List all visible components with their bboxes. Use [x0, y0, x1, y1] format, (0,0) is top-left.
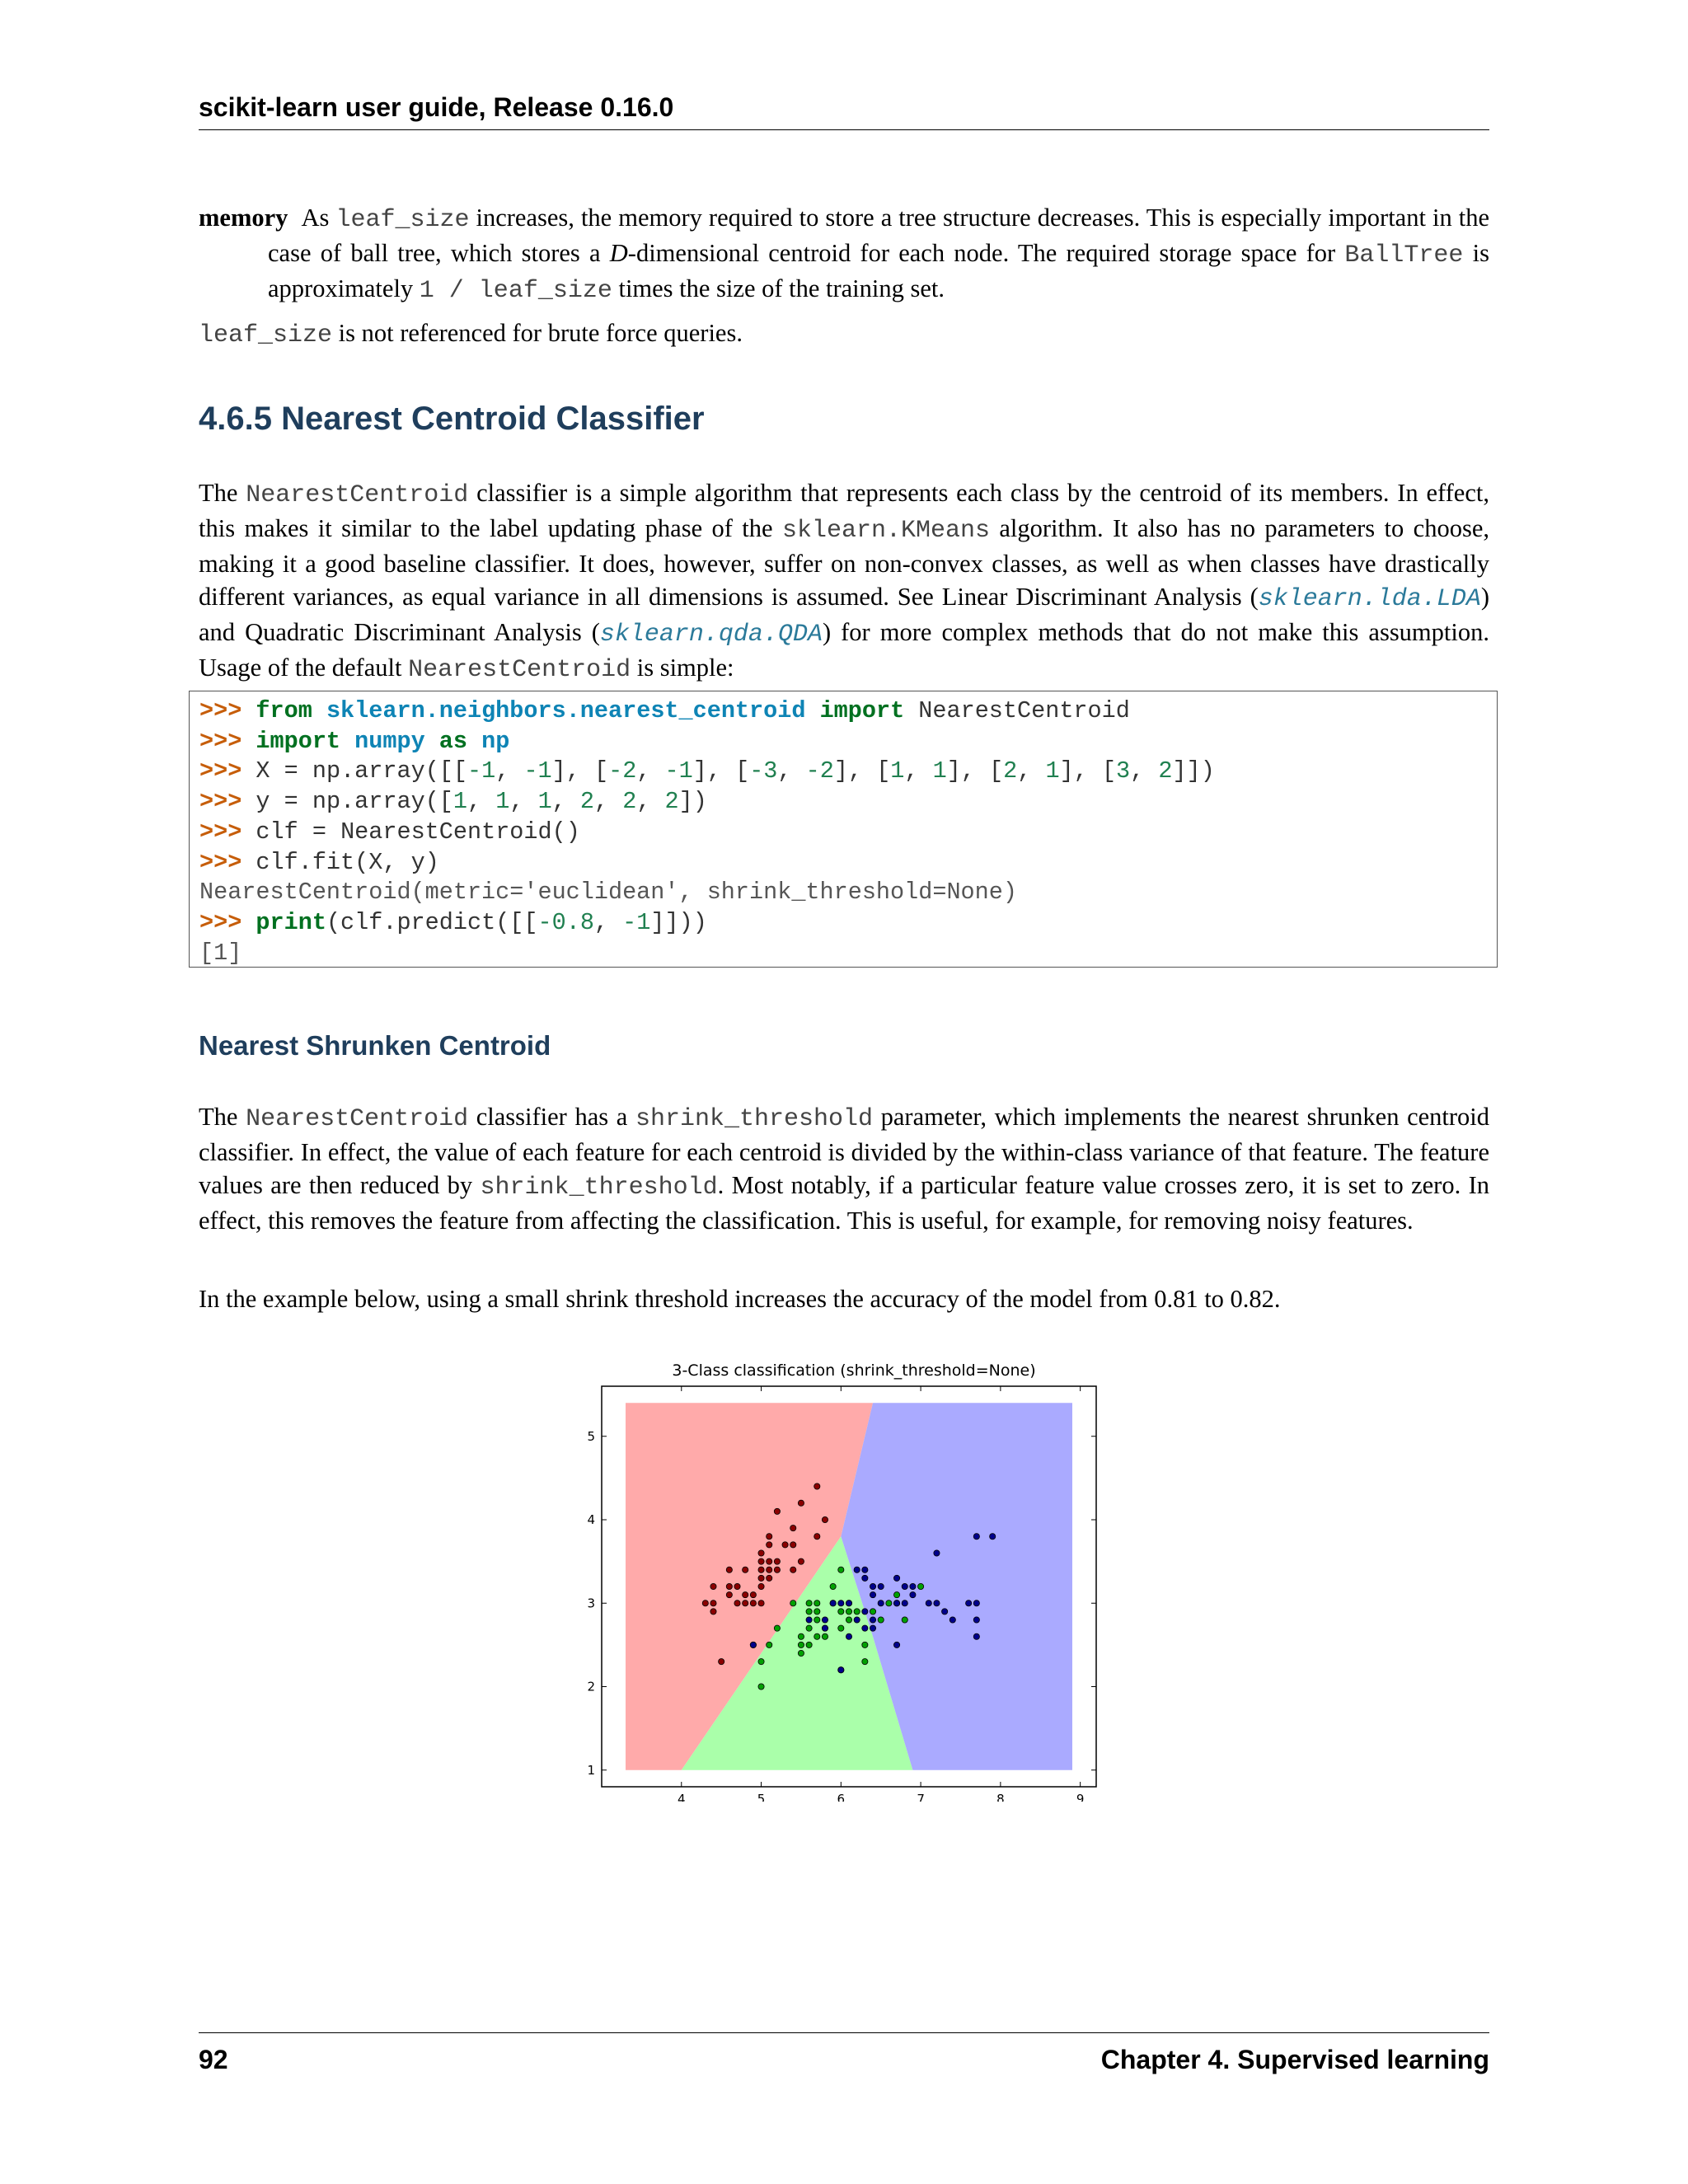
data-point-green — [806, 1642, 812, 1647]
data-point-red — [758, 1550, 764, 1556]
data-point-red — [758, 1601, 764, 1606]
intro-paragraph — [199, 476, 1489, 687]
data-point-red — [758, 1583, 764, 1589]
data-point-green — [846, 1617, 851, 1623]
data-point-blue — [910, 1583, 916, 1589]
code-line: >>> X = np.array([[-1, -1], [-2, -1], [-3, -2], [1, 1], [2, 1], [3, 2]]) — [199, 757, 1215, 785]
code-line: NearestCentroid(metric='euclidean', shrink_threshold=None) — [199, 879, 1017, 907]
data-point-red — [814, 1534, 820, 1540]
text-run: As — [301, 204, 336, 232]
x-tick-label: 5 — [757, 1792, 766, 1802]
data-point-green — [838, 1609, 844, 1615]
data-point-green — [838, 1625, 844, 1631]
code-line: >>> y = np.array([1, 1, 1, 2, 2, 2]) — [199, 788, 707, 816]
data-point-red — [758, 1575, 764, 1581]
chart-title: 3-Class classification (shrink_threshold=None) — [672, 1361, 1036, 1380]
data-point-red — [798, 1500, 804, 1506]
code-prompt: >>> — [199, 788, 256, 816]
data-point-blue — [893, 1601, 899, 1606]
data-point-green — [862, 1642, 868, 1647]
data-point-red — [790, 1567, 796, 1572]
data-point-red — [734, 1583, 740, 1589]
data-point-red — [782, 1542, 788, 1548]
page-footer — [199, 2032, 1489, 2074]
data-point-green — [838, 1567, 844, 1572]
data-point-blue — [878, 1601, 884, 1606]
code-prompt: >>> — [199, 757, 256, 785]
data-point-green — [814, 1633, 820, 1639]
data-point-red — [814, 1483, 820, 1489]
data-point-blue — [862, 1609, 868, 1615]
data-point-green — [830, 1583, 836, 1589]
code-line: >>> from sklearn.neighbors.nearest_centroid import NearestCentroid — [199, 697, 1130, 724]
data-point-blue — [902, 1583, 907, 1589]
leafsize-note — [199, 316, 1489, 352]
data-point-green — [806, 1625, 812, 1631]
data-point-green — [798, 1642, 804, 1647]
inline-code: shrink_threshold — [480, 1174, 718, 1202]
data-point-blue — [870, 1583, 875, 1589]
data-point-blue — [902, 1601, 907, 1606]
text-run: classifier is a simple algorithm that represents each class by the centroid of its members. In effect, this makes it similar to the label updating phase of the — [199, 479, 1489, 542]
data-point-blue — [822, 1617, 828, 1623]
data-point-blue — [990, 1534, 996, 1540]
data-point-green — [814, 1617, 820, 1623]
code-block — [189, 691, 1498, 968]
data-point-green — [822, 1633, 828, 1639]
data-point-red — [774, 1508, 780, 1514]
data-point-red — [767, 1567, 772, 1572]
data-point-red — [750, 1592, 756, 1598]
code-prompt: >>> — [199, 848, 256, 876]
text-run: algorithm. It also has no parameters to choose, making it a good baseline classifier. It does, however, suffer on non-convex classes, as well as when classes have drastically different variances, as equal variance in all dimensions is assumed. See Linear Discriminant Analysis ( — [199, 514, 1489, 611]
x-tick-label: 7 — [917, 1792, 925, 1802]
data-point-green — [798, 1633, 804, 1639]
data-point-blue — [973, 1617, 979, 1623]
inline-code: shrink_threshold — [635, 1105, 873, 1133]
data-point-blue — [893, 1575, 899, 1581]
text-run: -dimensional centroid for each node. The required storage space for — [627, 239, 1345, 267]
text-run: is not referenced for brute force queries. — [332, 319, 743, 347]
data-point-red — [710, 1609, 716, 1615]
inline-code: NearestCentroid — [246, 481, 469, 509]
data-point-green — [758, 1684, 764, 1690]
data-point-green — [917, 1583, 923, 1589]
data-point-blue — [862, 1625, 868, 1631]
y-tick-label: 3 — [587, 1596, 595, 1611]
inline-code: sklearn.KMeans — [781, 517, 990, 545]
running-title: scikit-learn user guide, Release 0.16.0 — [199, 92, 674, 122]
text-run: times the size of the training set. — [612, 274, 945, 302]
lda-link[interactable]: sklearn.lda.LDA — [1258, 585, 1481, 613]
y-tick-label: 4 — [587, 1512, 595, 1527]
data-point-red — [726, 1583, 732, 1589]
data-point-red — [710, 1601, 716, 1606]
data-point-blue — [830, 1601, 836, 1606]
data-point-green — [893, 1592, 899, 1598]
code-line: >>> print(clf.predict([[-0.8, -1]])) — [199, 908, 707, 936]
inline-code: NearestCentroid — [408, 656, 631, 684]
code-line: >>> clf = NearestCentroid() — [199, 818, 580, 846]
data-point-red — [790, 1526, 796, 1531]
code-line: >>> clf.fit(X, y) — [199, 848, 439, 876]
data-point-red — [743, 1592, 748, 1598]
data-point-blue — [854, 1567, 860, 1572]
data-point-blue — [870, 1617, 875, 1623]
section-heading: 4.6.5 Nearest Centroid Classifier — [199, 401, 705, 437]
inline-code: leaf_size — [335, 206, 470, 234]
chapter-title: Chapter 4. Supervised learning — [1100, 2045, 1489, 2074]
data-point-red — [790, 1542, 796, 1548]
definition-term: memory — [199, 204, 288, 232]
data-point-blue — [973, 1534, 979, 1540]
data-point-green — [798, 1650, 804, 1656]
data-point-blue — [870, 1625, 875, 1631]
data-point-blue — [838, 1667, 844, 1673]
data-point-red — [758, 1558, 764, 1564]
inline-code: NearestCentroid — [246, 1105, 469, 1133]
text-run: is approximately — [268, 239, 1490, 302]
math-var: D — [609, 239, 628, 267]
data-point-green — [767, 1642, 772, 1647]
data-point-green — [790, 1601, 796, 1606]
x-tick-label: 8 — [996, 1792, 1005, 1802]
data-point-blue — [854, 1617, 860, 1623]
y-tick-label: 2 — [587, 1679, 595, 1694]
data-point-green — [854, 1609, 860, 1615]
data-point-red — [702, 1601, 708, 1606]
text-run: ) for more complex methods that do not make this assumption. Usage of the default — [199, 618, 1489, 682]
data-point-green — [814, 1609, 820, 1615]
data-point-red — [822, 1516, 828, 1522]
data-point-blue — [893, 1642, 899, 1647]
data-point-red — [767, 1542, 772, 1548]
data-point-blue — [926, 1601, 931, 1606]
data-point-blue — [973, 1633, 979, 1639]
data-point-red — [750, 1601, 756, 1606]
data-point-green — [806, 1601, 812, 1606]
data-point-blue — [966, 1601, 972, 1606]
code-prompt: >>> — [199, 727, 256, 755]
example-paragraph: In the example below, using a small shrink threshold increases the accuracy of the model from 0.81 to 0.82. — [199, 1285, 1281, 1313]
data-point-red — [767, 1534, 772, 1540]
text-run: The — [199, 479, 246, 507]
data-point-blue — [838, 1601, 844, 1606]
data-point-green — [846, 1609, 851, 1615]
definition-list — [199, 201, 1489, 307]
data-point-blue — [846, 1601, 851, 1606]
data-point-blue — [806, 1617, 812, 1623]
text-run: is simple: — [631, 654, 734, 682]
text-run: . Most notably, if a particular feature value crosses zero, it is set to zero. In effect, this removes the feature from affecting the classification. This is useful, for example, for removing noisy features. — [199, 1171, 1489, 1235]
data-point-red — [767, 1575, 772, 1581]
data-point-green — [870, 1609, 875, 1615]
text-run: increases, the memory required to store a tree structure decreases. This is especially important in the case of ball tree, which stores a — [268, 204, 1490, 267]
data-point-blue — [934, 1550, 940, 1556]
code-line: >>> import numpy as np — [199, 727, 510, 755]
data-point-green — [902, 1617, 907, 1623]
code-prompt: >>> — [199, 908, 256, 936]
data-point-green — [878, 1617, 884, 1623]
inline-code: leaf_size — [199, 321, 333, 349]
data-point-red — [719, 1659, 724, 1665]
data-point-blue — [862, 1567, 868, 1572]
data-point-green — [886, 1601, 892, 1606]
x-tick-label: 9 — [1076, 1792, 1085, 1802]
y-tick-label: 1 — [587, 1762, 595, 1778]
data-point-red — [774, 1567, 780, 1572]
text-run: classifier has a — [468, 1103, 635, 1131]
data-point-blue — [934, 1601, 940, 1606]
data-point-red — [767, 1558, 772, 1564]
chart-svg — [560, 1357, 1121, 1802]
code-line: [1] — [199, 939, 242, 967]
data-point-red — [798, 1558, 804, 1564]
qda-link[interactable]: sklearn.qda.QDA — [599, 621, 823, 649]
data-point-red — [743, 1601, 748, 1606]
code-prompt: >>> — [199, 697, 256, 724]
classification-chart — [560, 1357, 1121, 1802]
text-run: The — [199, 1103, 246, 1131]
data-point-green — [758, 1659, 764, 1665]
data-point-blue — [750, 1642, 756, 1647]
data-point-blue — [878, 1583, 884, 1589]
data-point-red — [774, 1558, 780, 1564]
data-point-red — [734, 1601, 740, 1606]
data-point-blue — [942, 1609, 948, 1615]
data-point-red — [726, 1567, 732, 1572]
data-point-green — [814, 1601, 820, 1606]
data-point-red — [726, 1592, 732, 1598]
page-number: 92 — [199, 2045, 228, 2074]
definition-memory — [199, 201, 1489, 307]
inline-code: BallTree — [1344, 241, 1464, 269]
data-point-red — [758, 1567, 764, 1572]
data-point-green — [862, 1659, 868, 1665]
subsection-heading: Nearest Shrunken Centroid — [199, 1030, 551, 1061]
inline-code: 1 / leaf_size — [419, 277, 612, 305]
data-point-red — [743, 1567, 748, 1572]
shrunken-paragraph — [199, 1100, 1489, 1237]
text-run: ) and Quadratic Discriminant Analysis ( — [199, 583, 1489, 646]
data-point-blue — [973, 1601, 979, 1606]
data-point-blue — [846, 1633, 851, 1639]
data-point-blue — [870, 1592, 875, 1598]
x-tick-label: 6 — [837, 1792, 846, 1802]
data-point-blue — [862, 1575, 868, 1581]
data-point-red — [710, 1583, 716, 1589]
x-tick-label: 4 — [678, 1792, 686, 1802]
y-tick-label: 5 — [587, 1428, 595, 1444]
data-point-green — [806, 1609, 812, 1615]
text-run: parameter, which implements the nearest shrunken centroid classifier. In effect, the value of each feature for each centroid is divided by the within-class variance of that feature. The feature values are then reduced by — [199, 1103, 1490, 1199]
data-point-blue — [822, 1625, 828, 1631]
code-prompt: >>> — [199, 818, 256, 846]
running-header — [199, 92, 1489, 130]
data-point-blue — [950, 1617, 955, 1623]
data-point-green — [774, 1625, 780, 1631]
data-point-blue — [910, 1592, 916, 1598]
